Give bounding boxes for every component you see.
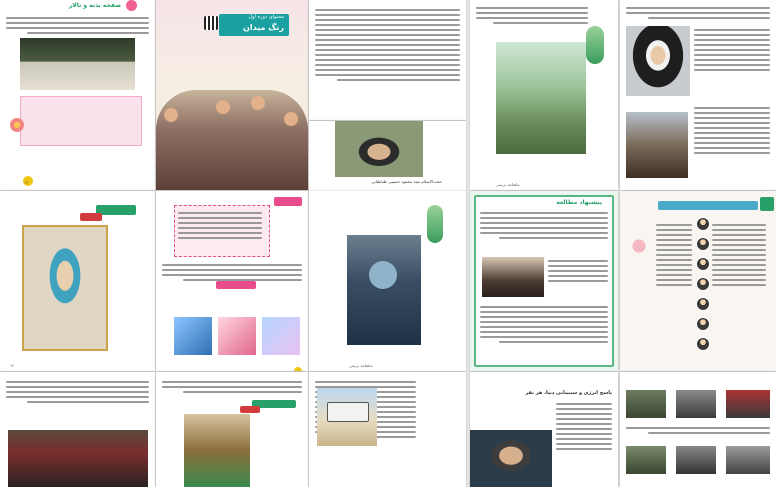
magazine-page-5 (470, 0, 618, 190)
page-subtitle: محتوای دوره اول (248, 14, 284, 20)
commander-thumb-5 (676, 446, 716, 474)
martyr-avatar-5 (696, 297, 710, 311)
flag-illustration (184, 414, 250, 487)
portrait-painting (22, 225, 108, 351)
magazine-page-4 (309, 121, 466, 191)
page-footer: ماهنامه تربیتی (496, 182, 520, 187)
page-number: ۱۳ (24, 180, 29, 185)
thumbnail-1 (174, 317, 212, 355)
body-text (626, 4, 770, 22)
section-tag-red (80, 213, 102, 221)
side-text (548, 257, 608, 285)
child-head-3 (251, 96, 265, 110)
body-text (556, 400, 612, 453)
commander-thumb-6 (726, 446, 770, 474)
crowd-photo (626, 112, 688, 178)
magazine-page-3 (309, 0, 466, 120)
child-head-1 (164, 108, 178, 122)
children-illustration (156, 90, 308, 190)
religious-illustration (496, 42, 586, 154)
page-number-badge (294, 367, 302, 371)
child-head-2 (216, 100, 230, 114)
page-title: رنگ میدان (243, 23, 284, 32)
magazine-page-6 (620, 0, 776, 190)
header-band (658, 201, 758, 210)
magazine-page-8 (156, 191, 308, 371)
lower-text (480, 303, 608, 346)
sign-board (327, 402, 369, 422)
award-ceremony-photo (20, 38, 135, 90)
magazine-page-15 (470, 372, 618, 487)
section-heading: پیشنهاد مطالعه (556, 199, 602, 206)
meeting-photo (482, 257, 544, 297)
leader-portrait (626, 26, 690, 96)
magazine-page-16 (620, 372, 776, 487)
names-list-right (712, 221, 766, 289)
qr-code (204, 16, 218, 30)
activities-tag (216, 281, 256, 289)
body-text (6, 14, 149, 37)
body-text (315, 6, 460, 84)
page-footer: ۱۲ (10, 363, 15, 368)
body-text (480, 209, 608, 242)
ornament-emblem (586, 26, 604, 64)
thumbnail-3 (262, 317, 300, 355)
martyr-avatar-3 (696, 257, 710, 271)
cleric-portrait (335, 121, 423, 177)
side-text-2 (694, 104, 770, 157)
body-text (476, 4, 588, 27)
box-text (178, 209, 262, 242)
section-label: صفحه بدنه و تالار (68, 2, 121, 9)
body-text (162, 378, 302, 396)
fist-illustration (347, 235, 421, 345)
side-text (694, 26, 770, 74)
child-head-4 (284, 112, 298, 126)
commander-thumb-1 (626, 390, 666, 418)
magazine-page-14 (309, 372, 466, 487)
martyr-avatar-6 (696, 317, 710, 331)
magazine-page-10 (470, 191, 618, 371)
commander-portrait (470, 430, 552, 487)
photo-caption: حجت‌الاسلام سید محمود حسینی طباطبایی (371, 179, 442, 184)
martyr-avatar-2 (696, 237, 710, 251)
magazine-page-11 (620, 191, 776, 371)
section-icon (126, 0, 137, 11)
section-tag-red (240, 406, 260, 413)
commander-thumb-4 (626, 446, 666, 474)
magazine-page-13 (156, 372, 308, 487)
body-text (6, 378, 149, 406)
section-tag (274, 197, 302, 206)
magazine-page-12 (0, 372, 155, 487)
magazine-page-2 (156, 0, 308, 190)
magazine-page-7 (0, 191, 155, 371)
martyr-avatar-7 (696, 337, 710, 351)
thumbnail-2 (218, 317, 256, 355)
fist-icon (369, 261, 397, 289)
section-tag (96, 205, 136, 215)
commander-thumb-2 (676, 390, 716, 418)
name-row-1 (626, 424, 770, 437)
martyr-avatar-4 (696, 277, 710, 291)
section-heading: پاسخ انرژی و سینمایی دنیا، هر نفر (525, 390, 612, 396)
note-box (20, 96, 142, 146)
floral-ornament (624, 231, 654, 261)
funeral-crowd-photo (8, 430, 148, 487)
martyr-avatar-1 (696, 217, 710, 231)
magazine-page-9 (309, 191, 466, 371)
corner-tag (760, 197, 774, 211)
page-footer: ماهنامه تربیتی (349, 363, 373, 368)
names-list-left (656, 221, 692, 289)
magazine-page-1 (0, 0, 155, 190)
ornament-emblem (427, 205, 443, 243)
commander-thumb-3 (726, 390, 770, 418)
flower-icon (10, 118, 24, 132)
